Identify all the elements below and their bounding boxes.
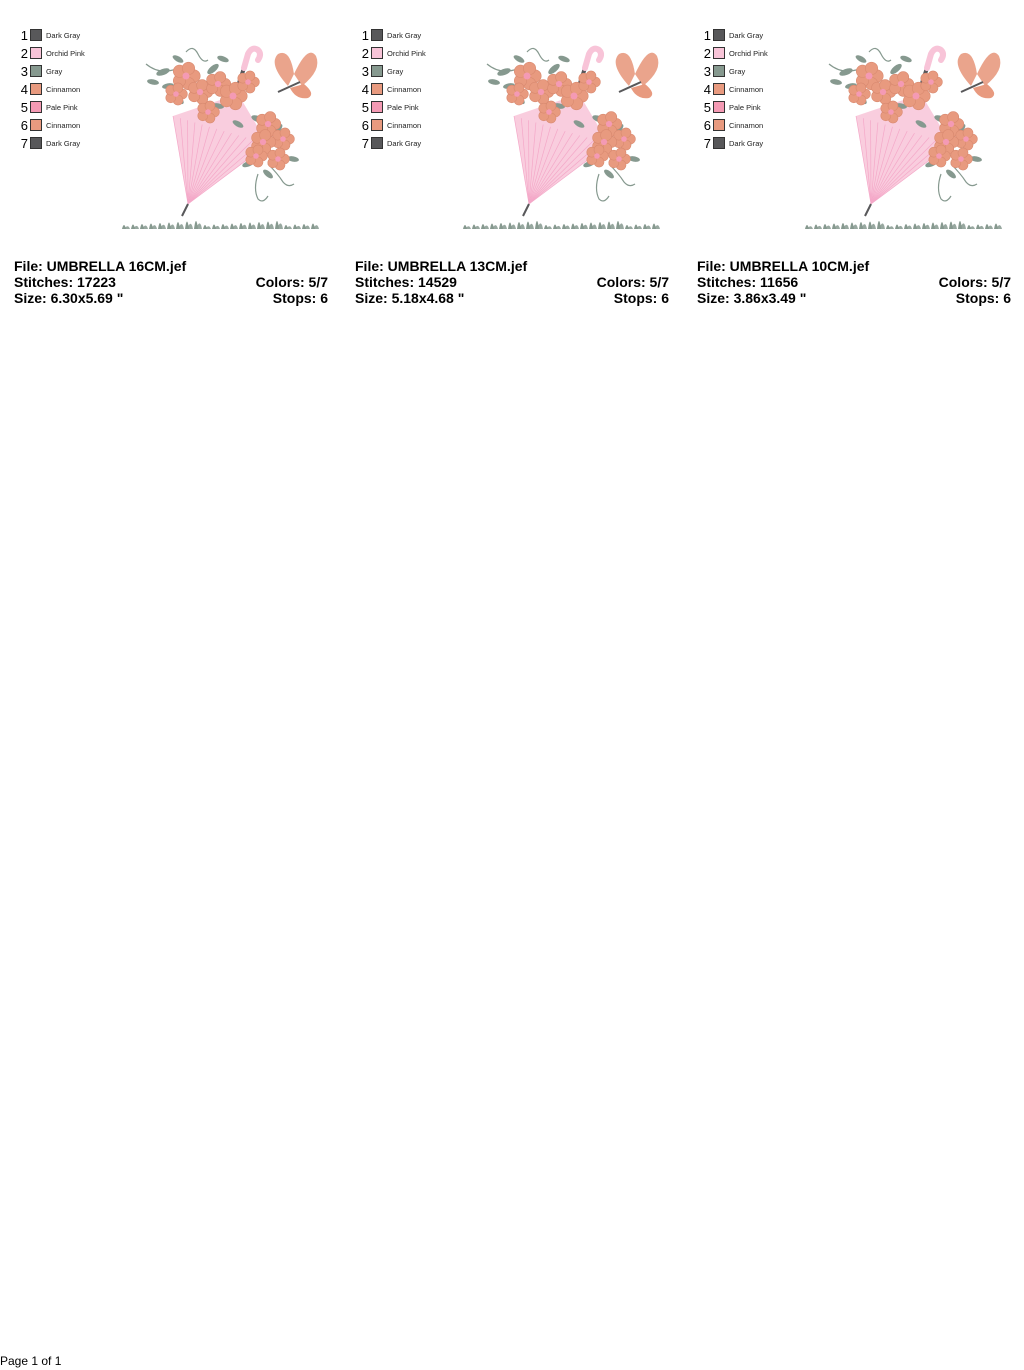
stops-count: Stops: 6	[955, 290, 1011, 306]
color-swatch	[713, 137, 725, 149]
embroidery-preview	[118, 24, 328, 239]
color-swatch	[30, 101, 42, 113]
color-name: Dark Gray	[46, 138, 81, 148]
color-name: Gray	[387, 66, 404, 76]
palette-row	[701, 134, 801, 152]
palette-row	[18, 98, 118, 116]
stops-count: Stops: 6	[272, 290, 328, 306]
color-name: Pale Pink	[387, 102, 419, 112]
palette-number: 5	[361, 99, 369, 115]
palette-row	[18, 26, 118, 44]
palette-number: 1	[703, 27, 711, 43]
palette-row	[701, 98, 801, 116]
palette-number: 3	[20, 63, 28, 79]
palette-row	[18, 134, 118, 152]
palette-row	[359, 44, 459, 62]
color-swatch	[371, 47, 383, 59]
color-name: Pale Pink	[46, 102, 78, 112]
color-swatch	[30, 47, 42, 59]
palette-row	[18, 62, 118, 80]
palette-number: 7	[20, 135, 28, 151]
color-swatch	[713, 83, 725, 95]
palette-row	[359, 98, 459, 116]
design-info	[697, 258, 1011, 306]
palette-number: 2	[361, 45, 369, 61]
color-swatch	[371, 137, 383, 149]
palette-number: 1	[361, 27, 369, 43]
color-swatch	[371, 83, 383, 95]
palette-row	[701, 62, 801, 80]
colors-count: Colors: 5/7	[255, 274, 328, 290]
color-name: Orchid Pink	[729, 48, 768, 58]
palette-number: 6	[20, 117, 28, 133]
color-name: Orchid Pink	[387, 48, 426, 58]
palette-row	[701, 116, 801, 134]
palette-number: 5	[703, 99, 711, 115]
color-swatch	[713, 119, 725, 131]
page-number: Page 1 of 1	[0, 1354, 62, 1368]
palette-number: 2	[20, 45, 28, 61]
color-name: Gray	[46, 66, 63, 76]
palette-number: 3	[703, 63, 711, 79]
color-palette	[18, 26, 118, 152]
color-swatch	[713, 47, 725, 59]
file-name: File: UMBRELLA 16CM.jef	[14, 258, 187, 274]
palette-number: 7	[703, 135, 711, 151]
color-name: Gray	[729, 66, 746, 76]
color-name: Dark Gray	[729, 138, 764, 148]
design-size: Size: 5.18x4.68 "	[355, 290, 465, 306]
color-name: Cinnamon	[387, 84, 422, 94]
palette-row	[701, 26, 801, 44]
design-size: Size: 6.30x5.69 "	[14, 290, 124, 306]
palette-row	[359, 116, 459, 134]
page-footer	[0, 1354, 61, 1368]
color-swatch	[371, 101, 383, 113]
design-info	[14, 258, 328, 306]
palette-row	[359, 62, 459, 80]
stitch-count: Stitches: 11656	[697, 274, 799, 290]
design-block	[697, 24, 1015, 314]
color-name: Cinnamon	[729, 120, 764, 130]
color-name: Dark Gray	[46, 30, 81, 40]
palette-row	[359, 26, 459, 44]
color-swatch	[30, 29, 42, 41]
color-swatch	[371, 65, 383, 77]
palette-row	[18, 116, 118, 134]
stitch-count: Stitches: 17223	[14, 274, 116, 290]
file-name: File: UMBRELLA 10CM.jef	[697, 258, 870, 274]
design-info	[355, 258, 669, 306]
file-name: File: UMBRELLA 13CM.jef	[355, 258, 528, 274]
palette-row	[359, 134, 459, 152]
palette-row	[18, 44, 118, 62]
colors-count: Colors: 5/7	[596, 274, 669, 290]
palette-number: 2	[703, 45, 711, 61]
color-name: Dark Gray	[387, 138, 422, 148]
color-swatch	[713, 65, 725, 77]
color-swatch	[30, 65, 42, 77]
color-swatch	[371, 29, 383, 41]
design-size: Size: 3.86x3.49 "	[697, 290, 807, 306]
color-name: Pale Pink	[729, 102, 761, 112]
palette-number: 6	[703, 117, 711, 133]
palette-row	[701, 80, 801, 98]
palette-number: 7	[361, 135, 369, 151]
color-name: Cinnamon	[729, 84, 764, 94]
palette-row	[359, 80, 459, 98]
palette-row	[701, 44, 801, 62]
embroidery-preview	[801, 24, 1011, 239]
color-swatch	[713, 101, 725, 113]
embroidery-preview	[459, 24, 669, 239]
design-block	[14, 24, 332, 314]
color-swatch	[371, 119, 383, 131]
color-name: Cinnamon	[46, 120, 81, 130]
colors-count: Colors: 5/7	[938, 274, 1011, 290]
color-swatch	[30, 83, 42, 95]
color-swatch	[30, 137, 42, 149]
stops-count: Stops: 6	[613, 290, 669, 306]
palette-row	[18, 80, 118, 98]
color-palette	[701, 26, 801, 152]
palette-number: 6	[361, 117, 369, 133]
color-name: Cinnamon	[46, 84, 81, 94]
color-swatch	[713, 29, 725, 41]
design-block	[355, 24, 673, 314]
color-swatch	[30, 119, 42, 131]
palette-number: 1	[20, 27, 28, 43]
palette-number: 3	[361, 63, 369, 79]
palette-number: 4	[361, 81, 369, 97]
color-name: Dark Gray	[729, 30, 764, 40]
palette-number: 4	[20, 81, 28, 97]
stitch-count: Stitches: 14529	[355, 274, 457, 290]
palette-number: 5	[20, 99, 28, 115]
color-name: Dark Gray	[387, 30, 422, 40]
color-palette	[359, 26, 459, 152]
color-name: Orchid Pink	[46, 48, 85, 58]
palette-number: 4	[703, 81, 711, 97]
color-name: Cinnamon	[387, 120, 422, 130]
